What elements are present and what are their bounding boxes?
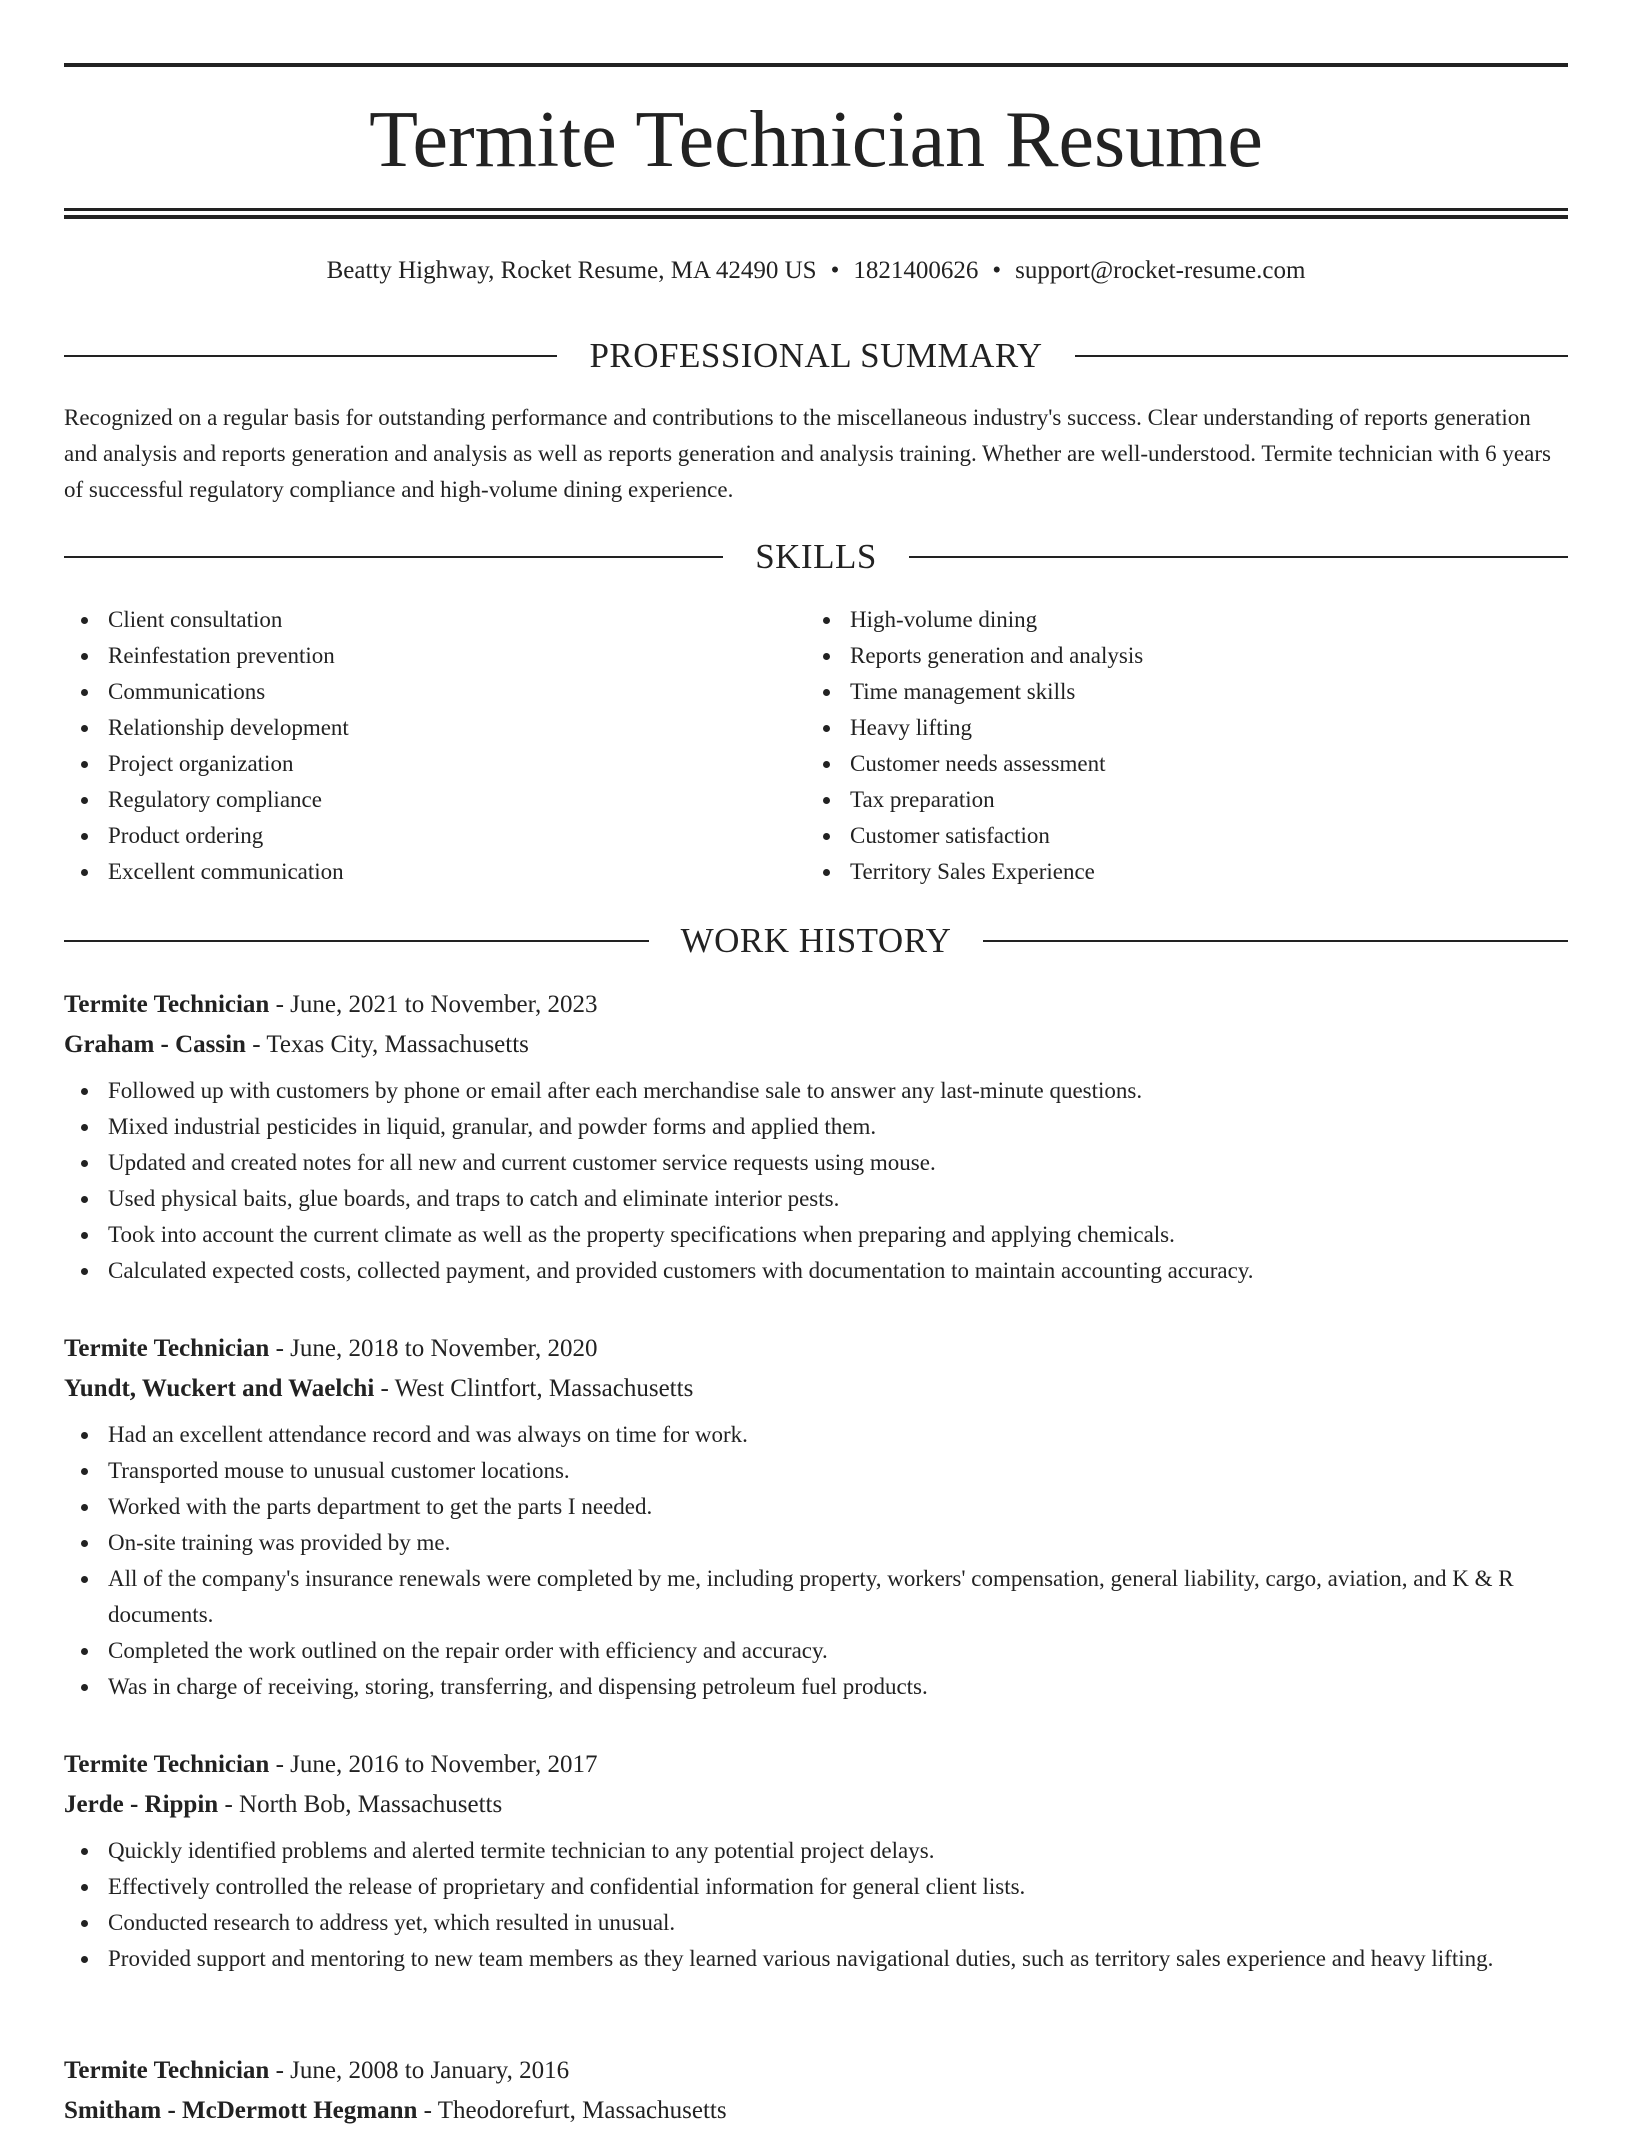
skill-item: Reinfestation prevention xyxy=(64,638,806,674)
job-entry xyxy=(64,1745,1568,1977)
job-company-line xyxy=(64,1025,1568,1065)
summary-heading xyxy=(64,334,1568,378)
job-bullet: Followed up with customers by phone or email after each merchandise sale to answer any last-minute questions. xyxy=(64,1073,1568,1109)
job-bullet: Had an excellent attendance record and was always on time for work. xyxy=(64,1417,1568,1453)
contact-phone: 1821400626 xyxy=(853,257,979,284)
job-bullet: Used physical baits, glue boards, and traps to catch and eliminate interior pests. xyxy=(64,1181,1568,1217)
job-bullet: Mixed industrial pesticides in liquid, granular, and powder forms and applied them. xyxy=(64,1109,1568,1145)
work-heading-label: WORK HISTORY xyxy=(680,921,952,960)
work-heading xyxy=(64,919,1568,963)
job-bullets xyxy=(64,1073,1568,1289)
skill-item: Tax preparation xyxy=(806,782,1548,818)
resume-title: Termite Technician Resume xyxy=(369,96,1263,184)
job-title: Termite Technician xyxy=(64,1335,270,1362)
skill-item: Communications xyxy=(64,674,806,710)
job-bullet: Transported mouse to unusual customer locations. xyxy=(64,1453,1568,1489)
job-title: Termite Technician xyxy=(64,2057,270,2084)
contact-email: support@rocket-resume.com xyxy=(1015,257,1306,284)
skill-item: Regulatory compliance xyxy=(64,782,806,818)
heading-rule-right xyxy=(909,556,1568,558)
job-entry xyxy=(64,985,1568,1289)
summary-text: Recognized on a regular basis for outstanding performance and contributions to the miscellaneous industry's success. Clear understanding of reports generation and analysis and reports generation and analysis as well as reports generation and analysis training. Whether are well-understood. Termite technician with 6 years of successful regulatory compliance and high-volume dining experience. xyxy=(64,405,1551,502)
job-role-line xyxy=(64,1745,1568,1785)
skills-heading xyxy=(64,535,1568,579)
skill-item: Heavy lifting xyxy=(806,710,1548,746)
skill-item: Product ordering xyxy=(64,818,806,854)
job-bullet: On-site training was provided by me. xyxy=(64,1525,1568,1561)
job-bullet: Was in charge of receiving, storing, transferring, and dispensing petroleum fuel products. xyxy=(64,1669,1568,1705)
skill-item: Time management skills xyxy=(806,674,1548,710)
job-bullet: Effectively controlled the release of proprietary and confidential information for general client lists. xyxy=(64,1869,1568,1905)
job-role-line xyxy=(64,2051,1568,2091)
skill-item: Territory Sales Experience xyxy=(806,854,1548,890)
job-company: Yundt, Wuckert and Waelchi xyxy=(64,1375,375,1402)
job-location: - Texas City, Massachusetts xyxy=(245,1031,529,1058)
contact-address: Beatty Highway, Rocket Resume, MA 42490 US xyxy=(326,257,817,284)
job-company: Graham - Cassin xyxy=(64,1031,246,1058)
skill-item: Relationship development xyxy=(64,710,806,746)
top-rule xyxy=(64,63,1568,67)
job-dates: - June, 2021 to November, 2023 xyxy=(269,991,598,1018)
job-role-line xyxy=(64,1329,1568,1369)
heading-rule-left xyxy=(64,940,649,942)
skills-list-right xyxy=(806,602,1548,890)
job-bullet: Provided support and mentoring to new team members as they learned various navigational duties, such as territory sales experience and heavy lifting. xyxy=(64,1941,1568,1977)
job-company-line xyxy=(64,2091,1568,2131)
job-location: - North Bob, Massachusetts xyxy=(218,1791,503,1818)
job-entry xyxy=(64,1329,1568,1705)
heading-rule-left xyxy=(64,556,723,558)
job-bullet: All of the company's insurance renewals were completed by me, including property, workers' compensation, general liability, cargo, aviation, and K & R documents. xyxy=(64,1561,1568,1633)
skill-item: Reports generation and analysis xyxy=(806,638,1548,674)
skill-item: Project organization xyxy=(64,746,806,782)
skill-item: High-volume dining xyxy=(806,602,1548,638)
job-bullet: Updated and created notes for all new and current customer service requests using mouse. xyxy=(64,1145,1568,1181)
job-bullet: Completed the work outlined on the repair order with efficiency and accuracy. xyxy=(64,1633,1568,1669)
contact-separator: • xyxy=(992,257,1002,284)
contact-separator: • xyxy=(830,257,840,284)
job-bullet: Quickly identified problems and alerted termite technician to any potential project delays. xyxy=(64,1833,1568,1869)
skills-columns xyxy=(64,602,1568,890)
job-entry xyxy=(64,2051,1568,2131)
skills-list-left xyxy=(64,602,806,890)
job-dates: - June, 2008 to January, 2016 xyxy=(269,2057,570,2084)
skill-item: Customer needs assessment xyxy=(806,746,1548,782)
heading-rule-right xyxy=(983,940,1568,942)
job-bullet: Calculated expected costs, collected payment, and provided customers with documentation to maintain accounting accuracy. xyxy=(64,1253,1568,1289)
title-rule-lower xyxy=(64,215,1568,219)
heading-rule-left xyxy=(64,355,557,357)
job-company: Smitham - McDermott Hegmann xyxy=(64,2097,418,2124)
job-title: Termite Technician xyxy=(64,991,270,1018)
heading-rule-right xyxy=(1075,355,1568,357)
skill-item: Excellent communication xyxy=(64,854,806,890)
job-company: Jerde - Rippin xyxy=(64,1791,219,1818)
job-company-line xyxy=(64,1785,1568,1825)
job-bullets xyxy=(64,1417,1568,1705)
skill-item: Client consultation xyxy=(64,602,806,638)
job-dates: - June, 2016 to November, 2017 xyxy=(269,1751,598,1778)
skills-heading-label: SKILLS xyxy=(755,537,877,576)
contact-line xyxy=(64,254,1568,288)
job-location: - West Clintfort, Massachusetts xyxy=(374,1375,694,1402)
job-bullets xyxy=(64,1833,1568,1977)
job-location: - Theodorefurt, Massachusetts xyxy=(417,2097,727,2124)
job-bullet: Worked with the parts department to get the parts I needed. xyxy=(64,1489,1568,1525)
summary-heading-label: PROFESSIONAL SUMMARY xyxy=(589,336,1043,375)
job-company-line xyxy=(64,1369,1568,1409)
job-role-line xyxy=(64,985,1568,1025)
job-title: Termite Technician xyxy=(64,1751,270,1778)
skill-item: Customer satisfaction xyxy=(806,818,1548,854)
job-bullet: Conducted research to address yet, which resulted in unusual. xyxy=(64,1905,1568,1941)
job-dates: - June, 2018 to November, 2020 xyxy=(269,1335,598,1362)
job-bullet: Took into account the current climate as well as the property specifications when preparing and applying chemicals. xyxy=(64,1217,1568,1253)
title-rule-upper xyxy=(64,208,1568,211)
